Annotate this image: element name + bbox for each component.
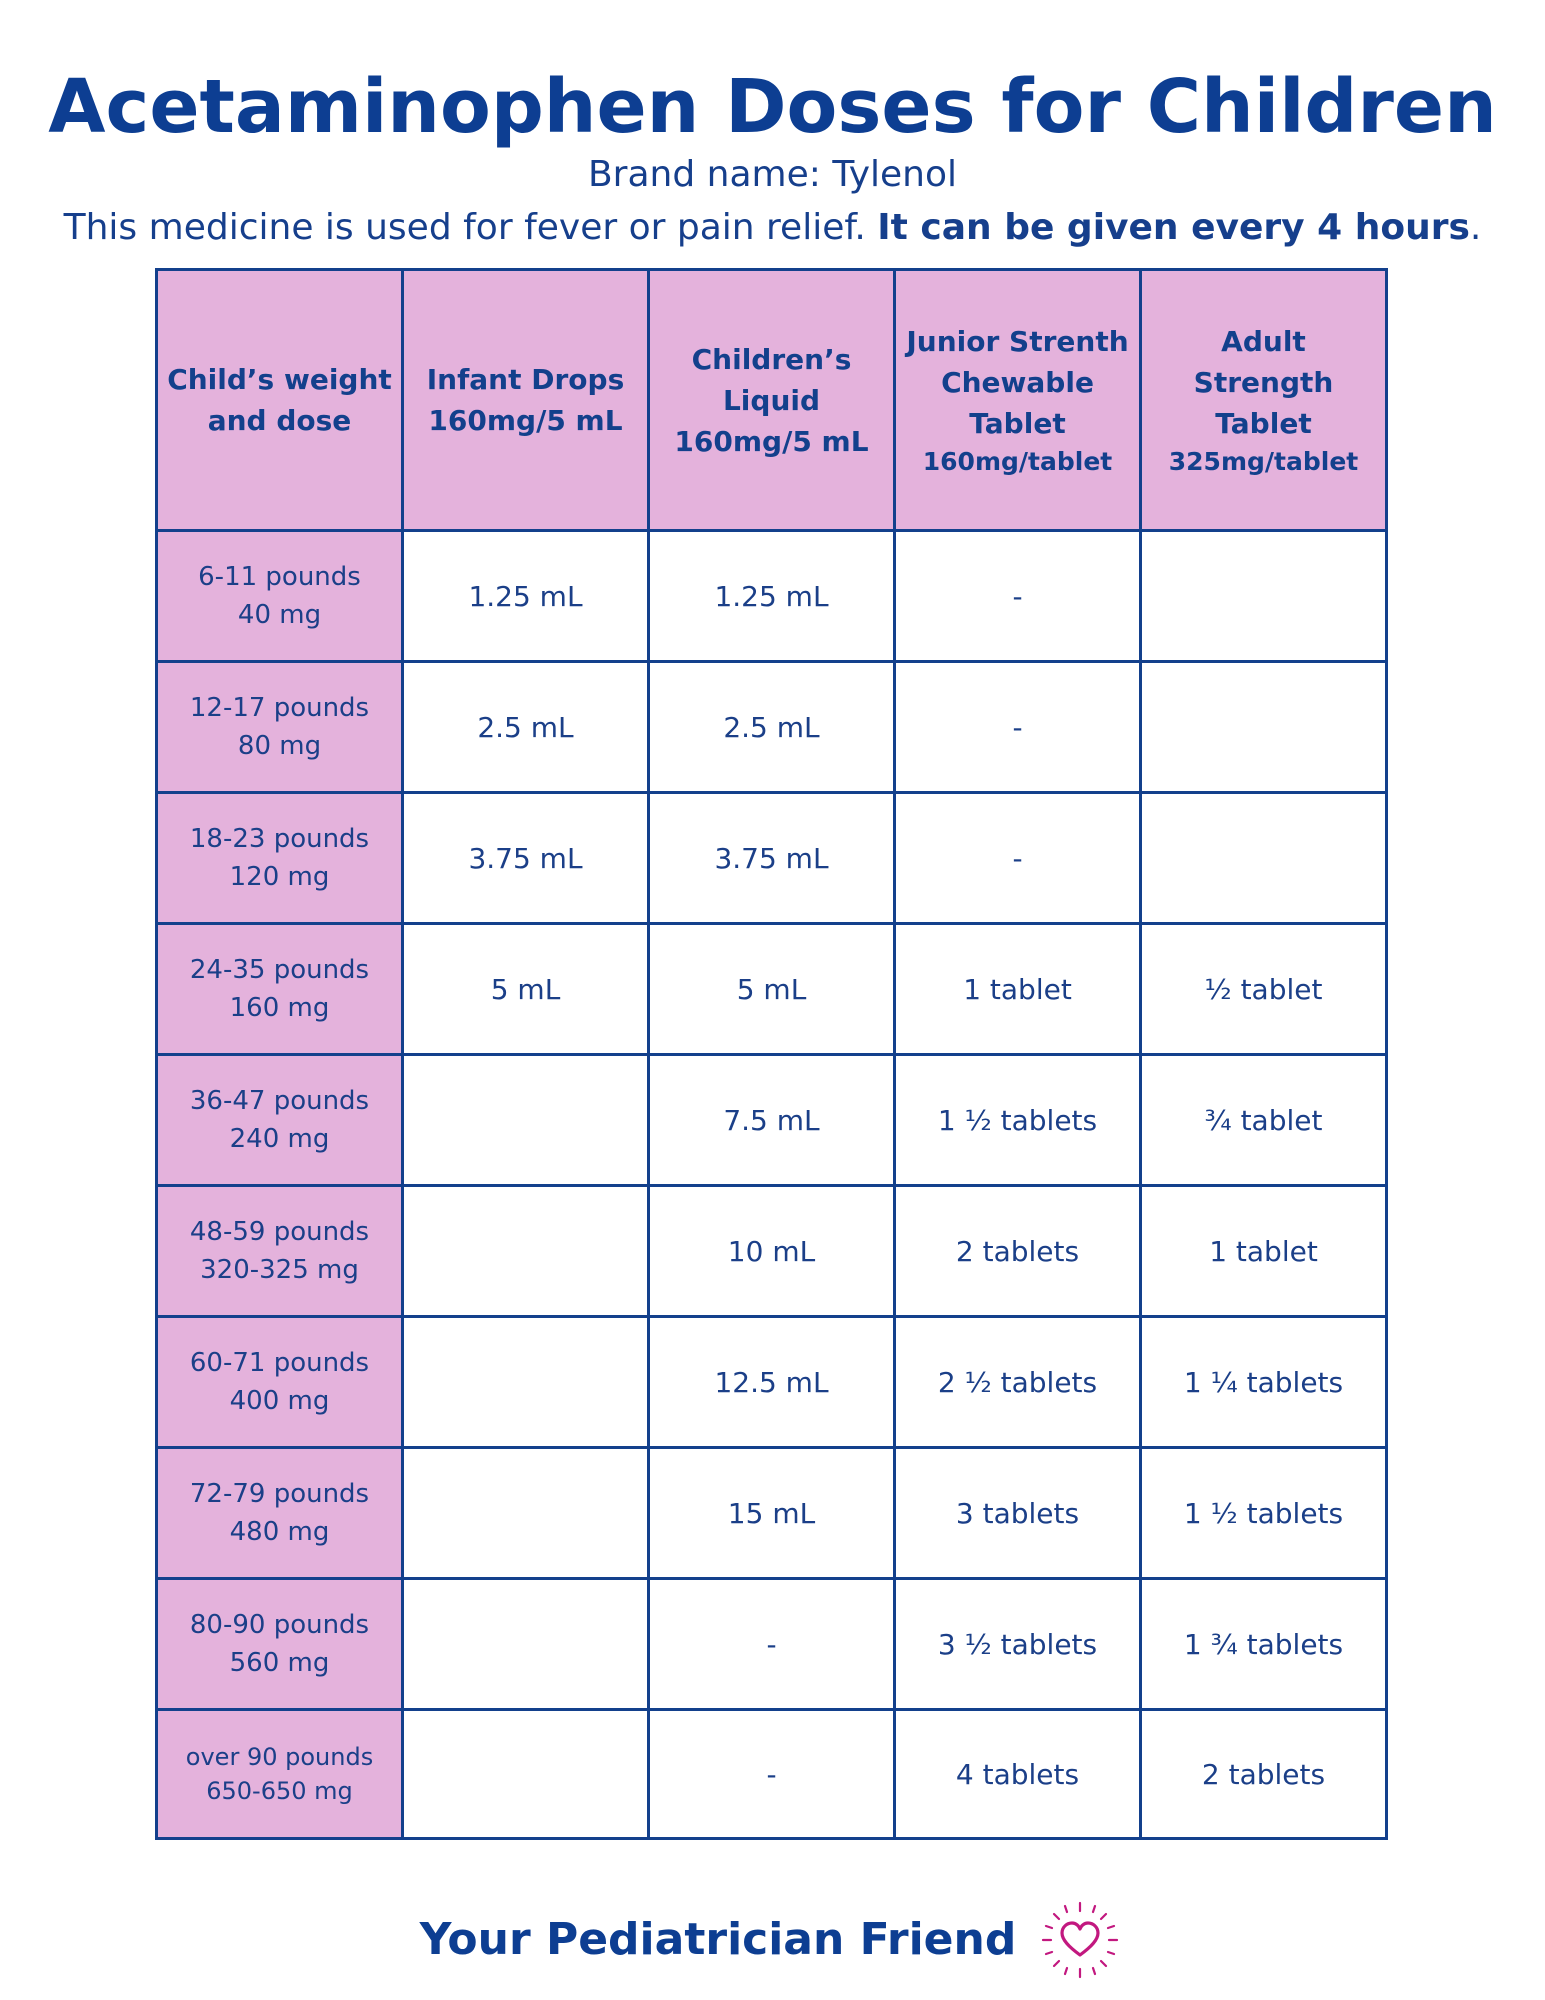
footer-text: Your Pediatrician Friend (419, 1914, 1017, 1965)
dose-amount: 80 mg (237, 731, 322, 761)
infant-drops-cell: 3.75 mL (403, 793, 649, 924)
chewable-tablet-cell: 3 tablets (895, 1448, 1141, 1579)
header-label: Infant Drops 160mg/5 mL (426, 363, 625, 437)
header-label: Child’s weight and dose (167, 363, 392, 437)
weight-range: 36-47 pounds (189, 1086, 370, 1116)
childrens-liquid-cell: 15 mL (649, 1448, 895, 1579)
adult-tablet-cell: ¾ tablet (1141, 1055, 1387, 1186)
table-header-row (157, 270, 1387, 531)
childrens-liquid-cell: 2.5 mL (649, 662, 895, 793)
table-row (157, 531, 1387, 662)
childrens-liquid-cell: 10 mL (649, 1186, 895, 1317)
adult-tablet-cell: 1 ¼ tablets (1141, 1317, 1387, 1448)
header-childrens-liquid (649, 270, 895, 531)
header-sublabel: 325mg/tablet (1168, 446, 1359, 476)
header-weight-dose (157, 270, 403, 531)
weight-range: 60-71 pounds (189, 1348, 370, 1378)
table-row (157, 1055, 1387, 1186)
childrens-liquid-cell: 12.5 mL (649, 1317, 895, 1448)
weight-dose-cell (157, 1055, 403, 1186)
weight-dose-cell (157, 531, 403, 662)
weight-dose-cell (157, 924, 403, 1055)
infant-drops-cell (403, 1317, 649, 1448)
chewable-tablet-cell: 3 ½ tablets (895, 1579, 1141, 1710)
header-junior-chewable (895, 270, 1141, 531)
weight-range: 12-17 pounds (189, 693, 370, 723)
childrens-liquid-cell: 3.75 mL (649, 793, 895, 924)
adult-tablet-cell (1141, 793, 1387, 924)
table-row (157, 924, 1387, 1055)
dose-amount: 40 mg (237, 600, 322, 630)
adult-tablet-cell: 1 ½ tablets (1141, 1448, 1387, 1579)
childrens-liquid-cell: 7.5 mL (649, 1055, 895, 1186)
adult-tablet-cell: ½ tablet (1141, 924, 1387, 1055)
header-sublabel: 160mg/tablet (922, 446, 1113, 476)
dose-amount: 320-325 mg (200, 1255, 359, 1285)
infant-drops-cell: 1.25 mL (403, 531, 649, 662)
infant-drops-cell (403, 1710, 649, 1839)
header-infant-drops (403, 270, 649, 531)
weight-dose-cell (157, 1317, 403, 1448)
usage-line (0, 205, 1545, 251)
adult-tablet-cell (1141, 662, 1387, 793)
weight-dose-cell (157, 1579, 403, 1710)
adult-tablet-cell: 1 tablet (1141, 1186, 1387, 1317)
chewable-tablet-cell: 1 tablet (895, 924, 1141, 1055)
childrens-liquid-cell: - (649, 1710, 895, 1839)
usage-frequency-text: It can be given every 4 hours (877, 207, 1470, 248)
chewable-tablet-cell: - (895, 531, 1141, 662)
table-row (157, 1317, 1387, 1448)
brand-name-line: Brand name: Tylenol (587, 154, 958, 195)
infant-drops-cell: 2.5 mL (403, 662, 649, 793)
dose-amount: 560 mg (229, 1648, 330, 1678)
adult-tablet-cell (1141, 531, 1387, 662)
table-row (157, 1186, 1387, 1317)
weight-range: 80-90 pounds (189, 1610, 370, 1640)
infant-drops-cell (403, 1055, 649, 1186)
table-row (157, 1448, 1387, 1579)
weight-dose-cell (157, 1448, 403, 1579)
dose-amount: 160 mg (229, 993, 330, 1023)
chewable-tablet-cell: 2 tablets (895, 1186, 1141, 1317)
heart-icon (1035, 1895, 1125, 1985)
dose-amount: 120 mg (229, 862, 330, 892)
adult-tablet-cell: 1 ¾ tablets (1141, 1579, 1387, 1710)
chewable-tablet-cell: - (895, 662, 1141, 793)
dose-amount: 650-650 mg (206, 1777, 353, 1805)
dose-amount: 240 mg (229, 1124, 330, 1154)
childrens-liquid-cell: 5 mL (649, 924, 895, 1055)
weight-range: 18-23 pounds (189, 824, 370, 854)
infant-drops-cell (403, 1186, 649, 1317)
dose-amount: 400 mg (229, 1386, 330, 1416)
table-row (157, 793, 1387, 924)
usage-text: This medicine is used for fever or pain relief. (63, 207, 878, 248)
header-adult-tablet (1141, 270, 1387, 531)
childrens-liquid-cell: - (649, 1579, 895, 1710)
weight-dose-cell (157, 1186, 403, 1317)
weight-range: 24-35 pounds (189, 955, 370, 985)
infant-drops-cell (403, 1448, 649, 1579)
dose-amount: 480 mg (229, 1517, 330, 1547)
page-title: Acetaminophen Doses for Children (48, 64, 1497, 150)
weight-dose-cell (157, 793, 403, 924)
chewable-tablet-cell: 4 tablets (895, 1710, 1141, 1839)
table-row (157, 1579, 1387, 1710)
adult-tablet-cell: 2 tablets (1141, 1710, 1387, 1839)
footer-brand (0, 1895, 1545, 1965)
chewable-tablet-cell: 1 ½ tablets (895, 1055, 1141, 1186)
infant-drops-cell: 5 mL (403, 924, 649, 1055)
table-row (157, 662, 1387, 793)
weight-range: over 90 pounds (185, 1743, 374, 1771)
weight-dose-cell (157, 662, 403, 793)
weight-range: 72-79 pounds (189, 1479, 370, 1509)
header-label: Children’s Liquid 160mg/5 mL (674, 342, 869, 458)
chewable-tablet-cell: - (895, 793, 1141, 924)
weight-range: 48-59 pounds (189, 1217, 370, 1247)
weight-range: 6-11 pounds (198, 562, 361, 592)
infant-drops-cell (403, 1579, 649, 1710)
weight-dose-cell (157, 1710, 403, 1839)
usage-period: . (1469, 207, 1482, 248)
dose-table (155, 268, 1388, 1840)
header-label: Adult Strength Tablet (1193, 324, 1334, 440)
table-row (157, 1710, 1387, 1839)
chewable-tablet-cell: 2 ½ tablets (895, 1317, 1141, 1448)
childrens-liquid-cell: 1.25 mL (649, 531, 895, 662)
header-label: Junior Strenth Chewable Tablet (906, 324, 1129, 440)
